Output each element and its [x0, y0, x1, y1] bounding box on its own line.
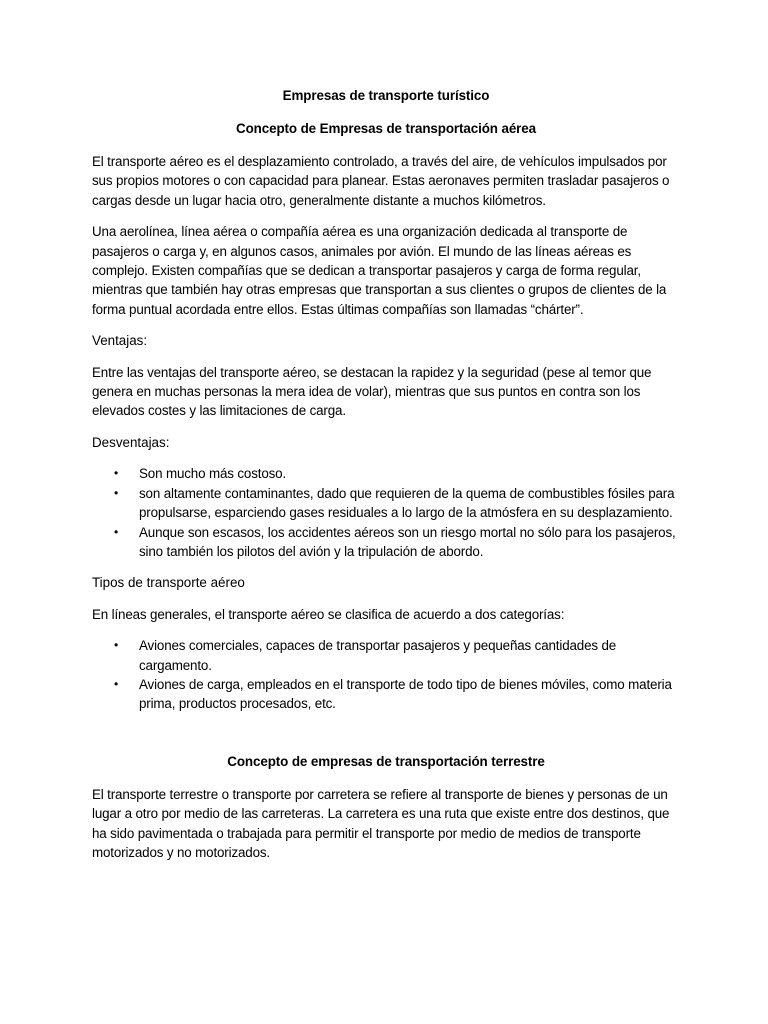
bullet-icon: •: [114, 466, 119, 481]
list-item-text: Aunque son escasos, los accidentes aéreos son un riesgo mortal no sólo para los pasajeros, sino también los pilotos del avión y la tripulación de abordo.: [139, 524, 676, 559]
list-item: [92, 675, 680, 714]
tipos-label: Tipos de transporte aéreo: [92, 575, 245, 591]
bullet-icon: •: [114, 676, 119, 691]
tipos-list: [92, 636, 680, 714]
bullet-icon: •: [114, 638, 119, 653]
list-item: [92, 464, 680, 483]
bullet-icon: •: [114, 524, 119, 539]
paragraph-ventajas: Entre las ventajas del transporte aéreo, se destacan la rapidez y la seguridad (pese al temor que genera en muchas personas la mera idea de volar), mientras que sus puntos en contra son los elevados costes y las limitaciones de carga.: [92, 364, 652, 419]
paragraph-tipos-intro: En líneas generales, el transporte aéreo se clasifica de acuerdo a dos categorías:: [92, 606, 565, 622]
section-spacer: [92, 726, 680, 752]
ventajas-label: Ventajas:: [92, 333, 148, 349]
list-item-text: Aviones comerciales, capaces de transportar pasajeros y pequeñas cantidades de cargamento.: [139, 638, 617, 673]
list-item: [92, 484, 680, 523]
list-item: [92, 523, 680, 562]
bullet-icon: •: [114, 485, 119, 500]
desventajas-label: Desventajas:: [92, 434, 170, 450]
desventajas-list: [92, 464, 680, 561]
list-item-text: Aviones de carga, empleados en el transporte de todo tipo de bienes móviles, como materia prima, productos procesados, etc.: [139, 676, 672, 712]
paragraph-airline-definition: Una aerolínea, línea aérea o compañía aérea es una organización dedicada al transporte de pasajeros o carga y, en algunos casos, animales por avión. El mundo de las líneas aéreas es complejo. Existen compañías que se dedican a transportar pasajeros y carga de forma regular, mientras que también hay otras empresas que transportan a sus clientes o grupos de clientes de la forma puntual acordada entre ellos. Estas últimas compañías son llamadas “chárter”.: [92, 224, 667, 317]
section-heading-air: Concepto de Empresas de transportación aérea: [236, 121, 536, 136]
paragraph-land-definition: El transporte terrestre o transporte por carretera se refiere al transporte de bienes y personas de un lugar a otro por medio de las carreteras. La carretera es una ruta que existe entre dos destinos, que ha sido pavimentada o trabajada para permitir el transporte por medio de medios de transporte motorizados y no motorizados.: [92, 786, 670, 860]
paragraph-air-definition: El transporte aéreo es el desplazamiento controlado, a través del aire, de vehículos impulsados por sus propios motores o con capacidad para planear. Estas aeronaves permiten trasladar pasajeros o cargas desde un lugar hacia otro, generalmente distante a muchos kilómetros.: [92, 154, 670, 208]
list-item-text: Son mucho más costoso.: [139, 466, 287, 482]
list-item-text: son altamente contaminantes, dado que requieren de la quema de combustibles fósiles para propulsarse, esparciendo gases residuales a lo largo de la atmósfera en su desplazamiento.: [139, 485, 675, 521]
list-item: [92, 636, 680, 675]
section-heading-land: Concepto de empresas de transportación terrestre: [227, 753, 545, 769]
document-title: Empresas de transporte turístico: [282, 88, 490, 103]
